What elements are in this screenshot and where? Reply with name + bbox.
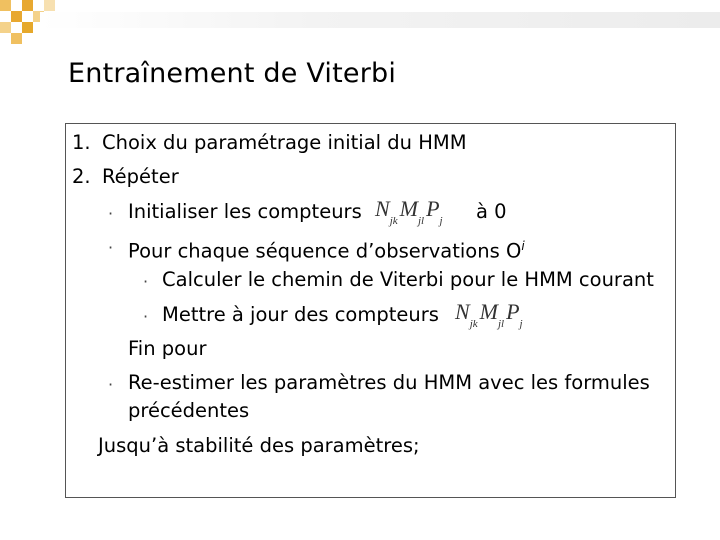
calc-line: Calculer le chemin de Viterbi pour le HMM courant — [162, 268, 654, 291]
fin-pour-line: Fin pour — [128, 337, 207, 360]
header-band — [40, 12, 720, 28]
step-1-text: Choix du paramétrage initial du HMM — [102, 131, 467, 154]
bullet-icon: · — [108, 238, 114, 257]
init-suffix: à 0 — [476, 200, 507, 223]
reestimate-line-2: précédentes — [128, 399, 250, 422]
init-text: Initialiser les compteurs — [128, 200, 362, 223]
bullet-icon: · — [108, 375, 114, 394]
counters-formula-2: $N_{jk}M_{jl}P_j$ — [455, 299, 523, 330]
counters-formula-1: $N_{jk}M_{jl}P_j$ — [375, 196, 443, 227]
step-2 — [72, 165, 179, 189]
step-2-number: 2. — [72, 165, 91, 188]
update-line: Mettre à jour des compteurs — [162, 303, 439, 326]
reestimate-line-1: Re-estimer les paramètres du HMM avec les formules — [128, 371, 650, 394]
foreach-line — [128, 234, 525, 264]
until-line: Jusqu’à stabilité des paramètres; — [98, 434, 420, 457]
foreach-text: Pour chaque séquence d’observations O — [128, 239, 522, 263]
bullet-icon: · — [143, 307, 149, 326]
step-1 — [72, 131, 467, 155]
foreach-superscript: i — [521, 239, 525, 253]
bullet-icon: · — [143, 272, 149, 291]
init-line — [128, 200, 362, 224]
slide-title: Entraînement de Viterbi — [68, 58, 397, 89]
bullet-icon: · — [108, 204, 114, 223]
step-1-number: 1. — [72, 131, 91, 154]
step-2-text: Répéter — [102, 165, 179, 188]
